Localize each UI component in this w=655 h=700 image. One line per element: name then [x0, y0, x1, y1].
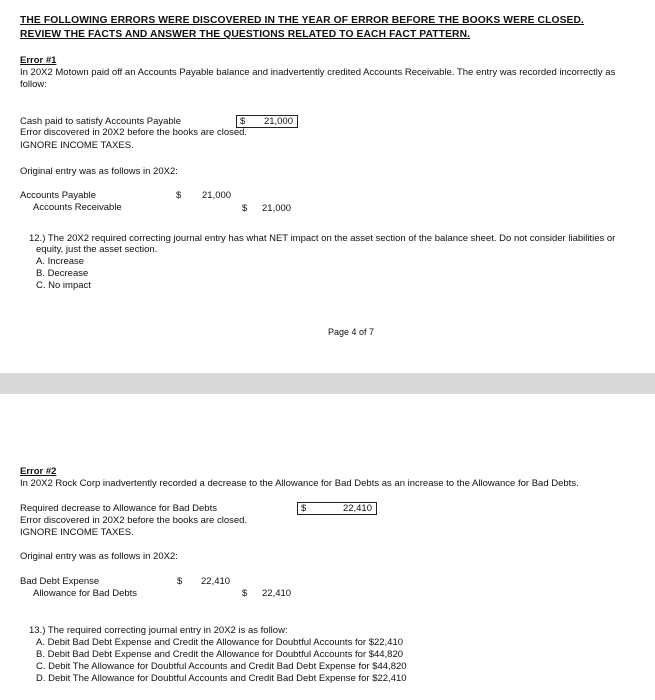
question-12-option-b[interactable]: B. Decrease: [36, 268, 89, 279]
error-2-title: Error #2: [20, 466, 57, 477]
error-1-discovered: Error discovered in 20X2 before the books are closed.: [20, 127, 248, 138]
question-12-option-c[interactable]: C. No impact: [36, 280, 91, 291]
question-12-option-a[interactable]: A. Increase: [36, 256, 85, 267]
error-2-ignore-taxes: IGNORE INCOME TAXES.: [20, 527, 134, 538]
question-13-line-1: 13.) The required correcting journal entry in 20X2 is as follow:: [29, 625, 288, 636]
error-2-credit-currency: $: [242, 588, 248, 599]
error-2-debit-account: Bad Debt Expense: [20, 576, 100, 587]
error-1-fact-amount: 21,000: [263, 116, 293, 127]
error-1-debit-account: Accounts Payable: [20, 190, 97, 201]
question-13-option-b[interactable]: B. Debit Bad Debt Expense and Credit the Allowance for Doubtful Accounts for $44,820: [36, 649, 404, 660]
error-1-debit-currency: $: [176, 190, 182, 201]
error-1-debit-amount: 21,000: [202, 190, 232, 201]
question-12-line-2: equity, just the asset section.: [36, 244, 158, 255]
error-2-credit-account: Allowance for Bad Debts: [33, 588, 138, 599]
heading-line-1: THE FOLLOWING ERRORS WERE DISCOVERED IN THE YEAR OF ERROR BEFORE THE BOOKS WERE CLOSED.: [20, 15, 585, 26]
error-1-description-line-1: In 20X2 Motown paid off an Accounts Payable balance and inadvertently credited Accounts Receivable. The entry was recorded incorrectly as: [20, 67, 616, 78]
question-13-option-d[interactable]: D. Debit The Allowance for Doubtful Accounts and Credit Bad Debt Expense for $22,410: [36, 673, 407, 684]
error-2-fact-amount: 22,410: [342, 503, 372, 514]
error-2-original-entry-label: Original entry was as follows in 20X2:: [20, 551, 178, 562]
page-divider: [0, 373, 655, 394]
error-1-original-entry-label: Original entry was as follows in 20X2:: [20, 166, 178, 177]
error-2-fact-amount-box: [297, 502, 377, 515]
error-2-credit-amount: 22,410: [262, 588, 292, 599]
error-2-discovered: Error discovered in 20X2 before the books are closed.: [20, 515, 248, 526]
currency-symbol: $: [301, 503, 307, 514]
error-2-debit-amount: 22,410: [201, 576, 231, 587]
error-1-ignore-taxes: IGNORE INCOME TAXES.: [20, 140, 134, 151]
error-1-credit-currency: $: [242, 203, 248, 214]
error-2-description: In 20X2 Rock Corp inadvertently recorded a decrease to the Allowance for Bad Debts as an increase to the Allowance for Bad Debts.: [20, 478, 579, 489]
question-13-option-a[interactable]: A. Debit Bad Debt Expense and Credit the Allowance for Doubtful Accounts for $22,410: [36, 637, 404, 648]
error-1-credit-account: Accounts Receivable: [33, 202, 122, 213]
page-number: Page 4 of 7: [328, 327, 375, 337]
error-1-title: Error #1: [20, 55, 57, 66]
heading-line-2: REVIEW THE FACTS AND ANSWER THE QUESTIONS RELATED TO EACH FACT PATTERN.: [20, 29, 471, 40]
error-2-fact-label: Required decrease to Allowance for Bad Debts: [20, 503, 217, 514]
question-13-option-c[interactable]: C. Debit The Allowance for Doubtful Accounts and Credit Bad Debt Expense for $44,820: [36, 661, 407, 672]
error-1-fact-label: Cash paid to satisfy Accounts Payable: [20, 116, 182, 127]
error-1-credit-amount: 21,000: [262, 203, 292, 214]
error-2-debit-currency: $: [177, 576, 183, 587]
currency-symbol: $: [240, 116, 246, 127]
question-12-line-1: 12.) The 20X2 required correcting journal entry has what NET impact on the asset section of the balance sheet. Do not consider liabilities or: [29, 233, 616, 244]
error-1-description-line-2: follow:: [20, 79, 47, 90]
